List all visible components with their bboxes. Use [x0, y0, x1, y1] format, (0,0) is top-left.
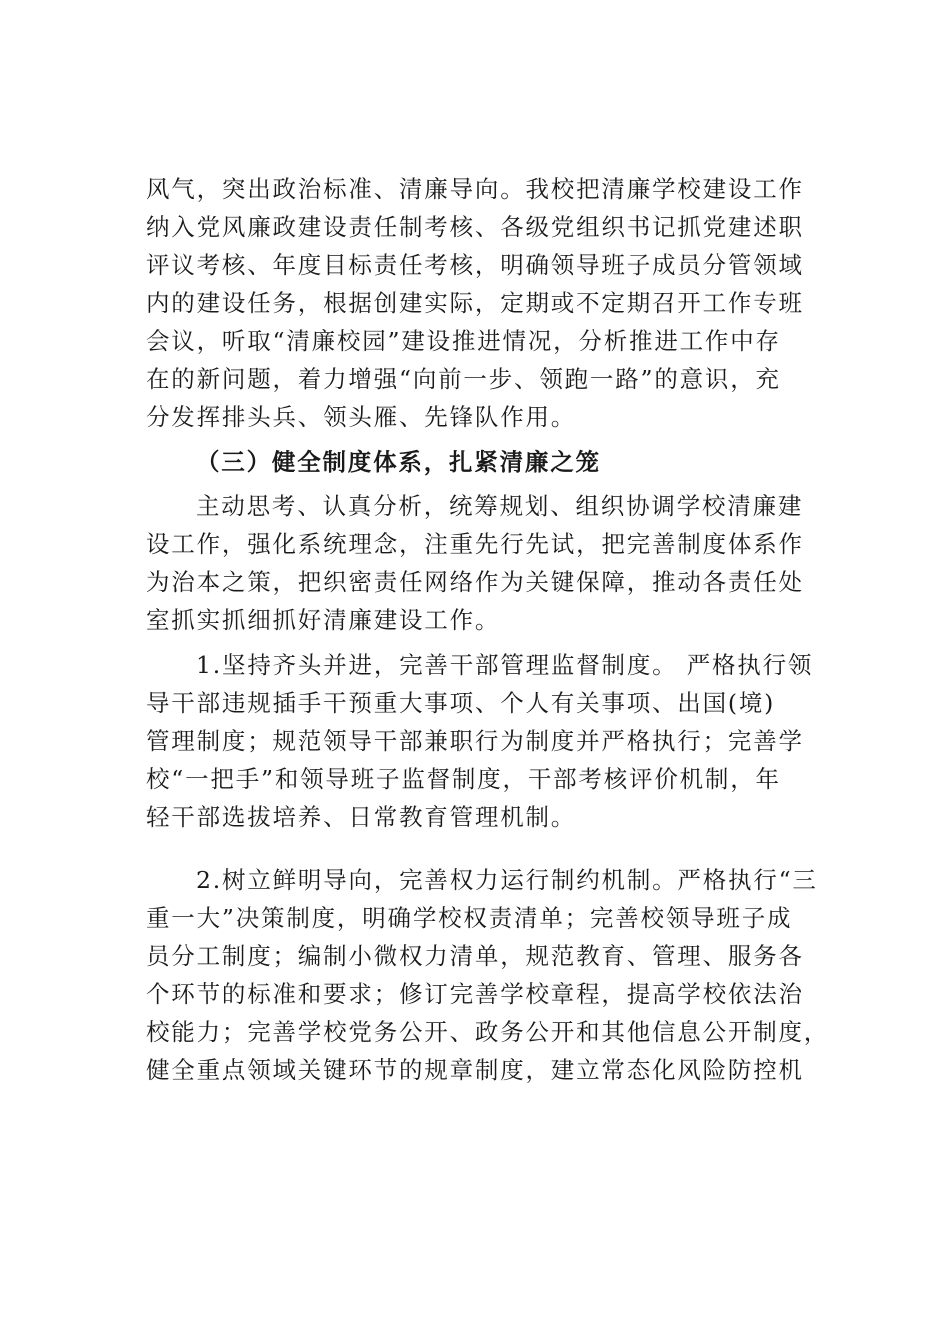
paragraph-line: 评议考核、年度目标责任考核，明确领导班子成员分管领域	[146, 251, 804, 279]
paragraph-line: 主动思考、认真分析，统筹规划、组织协调学校清廉建	[196, 492, 804, 520]
paragraph-line: 会议，听取“清廉校园”建设推进情况，分析推进工作中存	[146, 327, 781, 355]
paragraph-line: 校“一把手”和领导班子监督制度，干部考核评价机制，年	[146, 765, 781, 793]
paragraph-line: 在的新问题，着力增强“向前一步、领跑一路”的意识，充	[146, 365, 781, 393]
paragraph-line: 2.树立鲜明导向，完善权力运行制约机制。严格执行“三	[196, 866, 818, 894]
paragraph-line: 导干部违规插手干预重大事项、个人有关事项、出国(境)	[146, 689, 776, 717]
section-heading: （三）健全制度体系，扎紧清廉之笼	[196, 448, 601, 476]
paragraph-line: 设工作，强化系统理念，注重先行先试，把完善制度体系作	[146, 530, 804, 558]
paragraph-line: 内的建设任务，根据创建实际，定期或不定期召开工作专班	[146, 289, 804, 317]
paragraph-line: 轻干部选拔培养、日常教育管理机制。	[146, 803, 577, 831]
paragraph-line: 校能力；完善学校党务公开、政务公开和其他信息公开制度，	[146, 1018, 830, 1046]
paragraph-line: 分发挥排头兵、领头雁、先锋队作用。	[146, 403, 577, 431]
paragraph-line: 管理制度；规范领导干部兼职行为制度并严格执行；完善学	[146, 727, 804, 755]
paragraph-line: 健全重点领域关键环节的规章制度，建立常态化风险防控机	[146, 1056, 804, 1084]
paragraph-line: 重一大”决策制度，明确学校权责清单；完善校领导班子成	[146, 904, 793, 932]
paragraph-line: 风气，突出政治标准、清廉导向。我校把清廉学校建设工作	[146, 175, 804, 203]
paragraph-line: 为治本之策，把织密责任网络作为关键保障，推动各责任处	[146, 568, 804, 596]
paragraph-line: 1.坚持齐头并进，完善干部管理监督制度。 严格执行领	[196, 651, 814, 679]
paragraph-line: 室抓实抓细抓好清廉建设工作。	[146, 606, 501, 634]
paragraph-line: 员分工制度；编制小微权力清单，规范教育、管理、服务各	[146, 942, 804, 970]
paragraph-line: 纳入党风廉政建设责任制考核、各级党组织书记抓党建述职	[146, 213, 804, 241]
paragraph-line: 个环节的标准和要求；修订完善学校章程，提高学校依法治	[146, 980, 804, 1008]
